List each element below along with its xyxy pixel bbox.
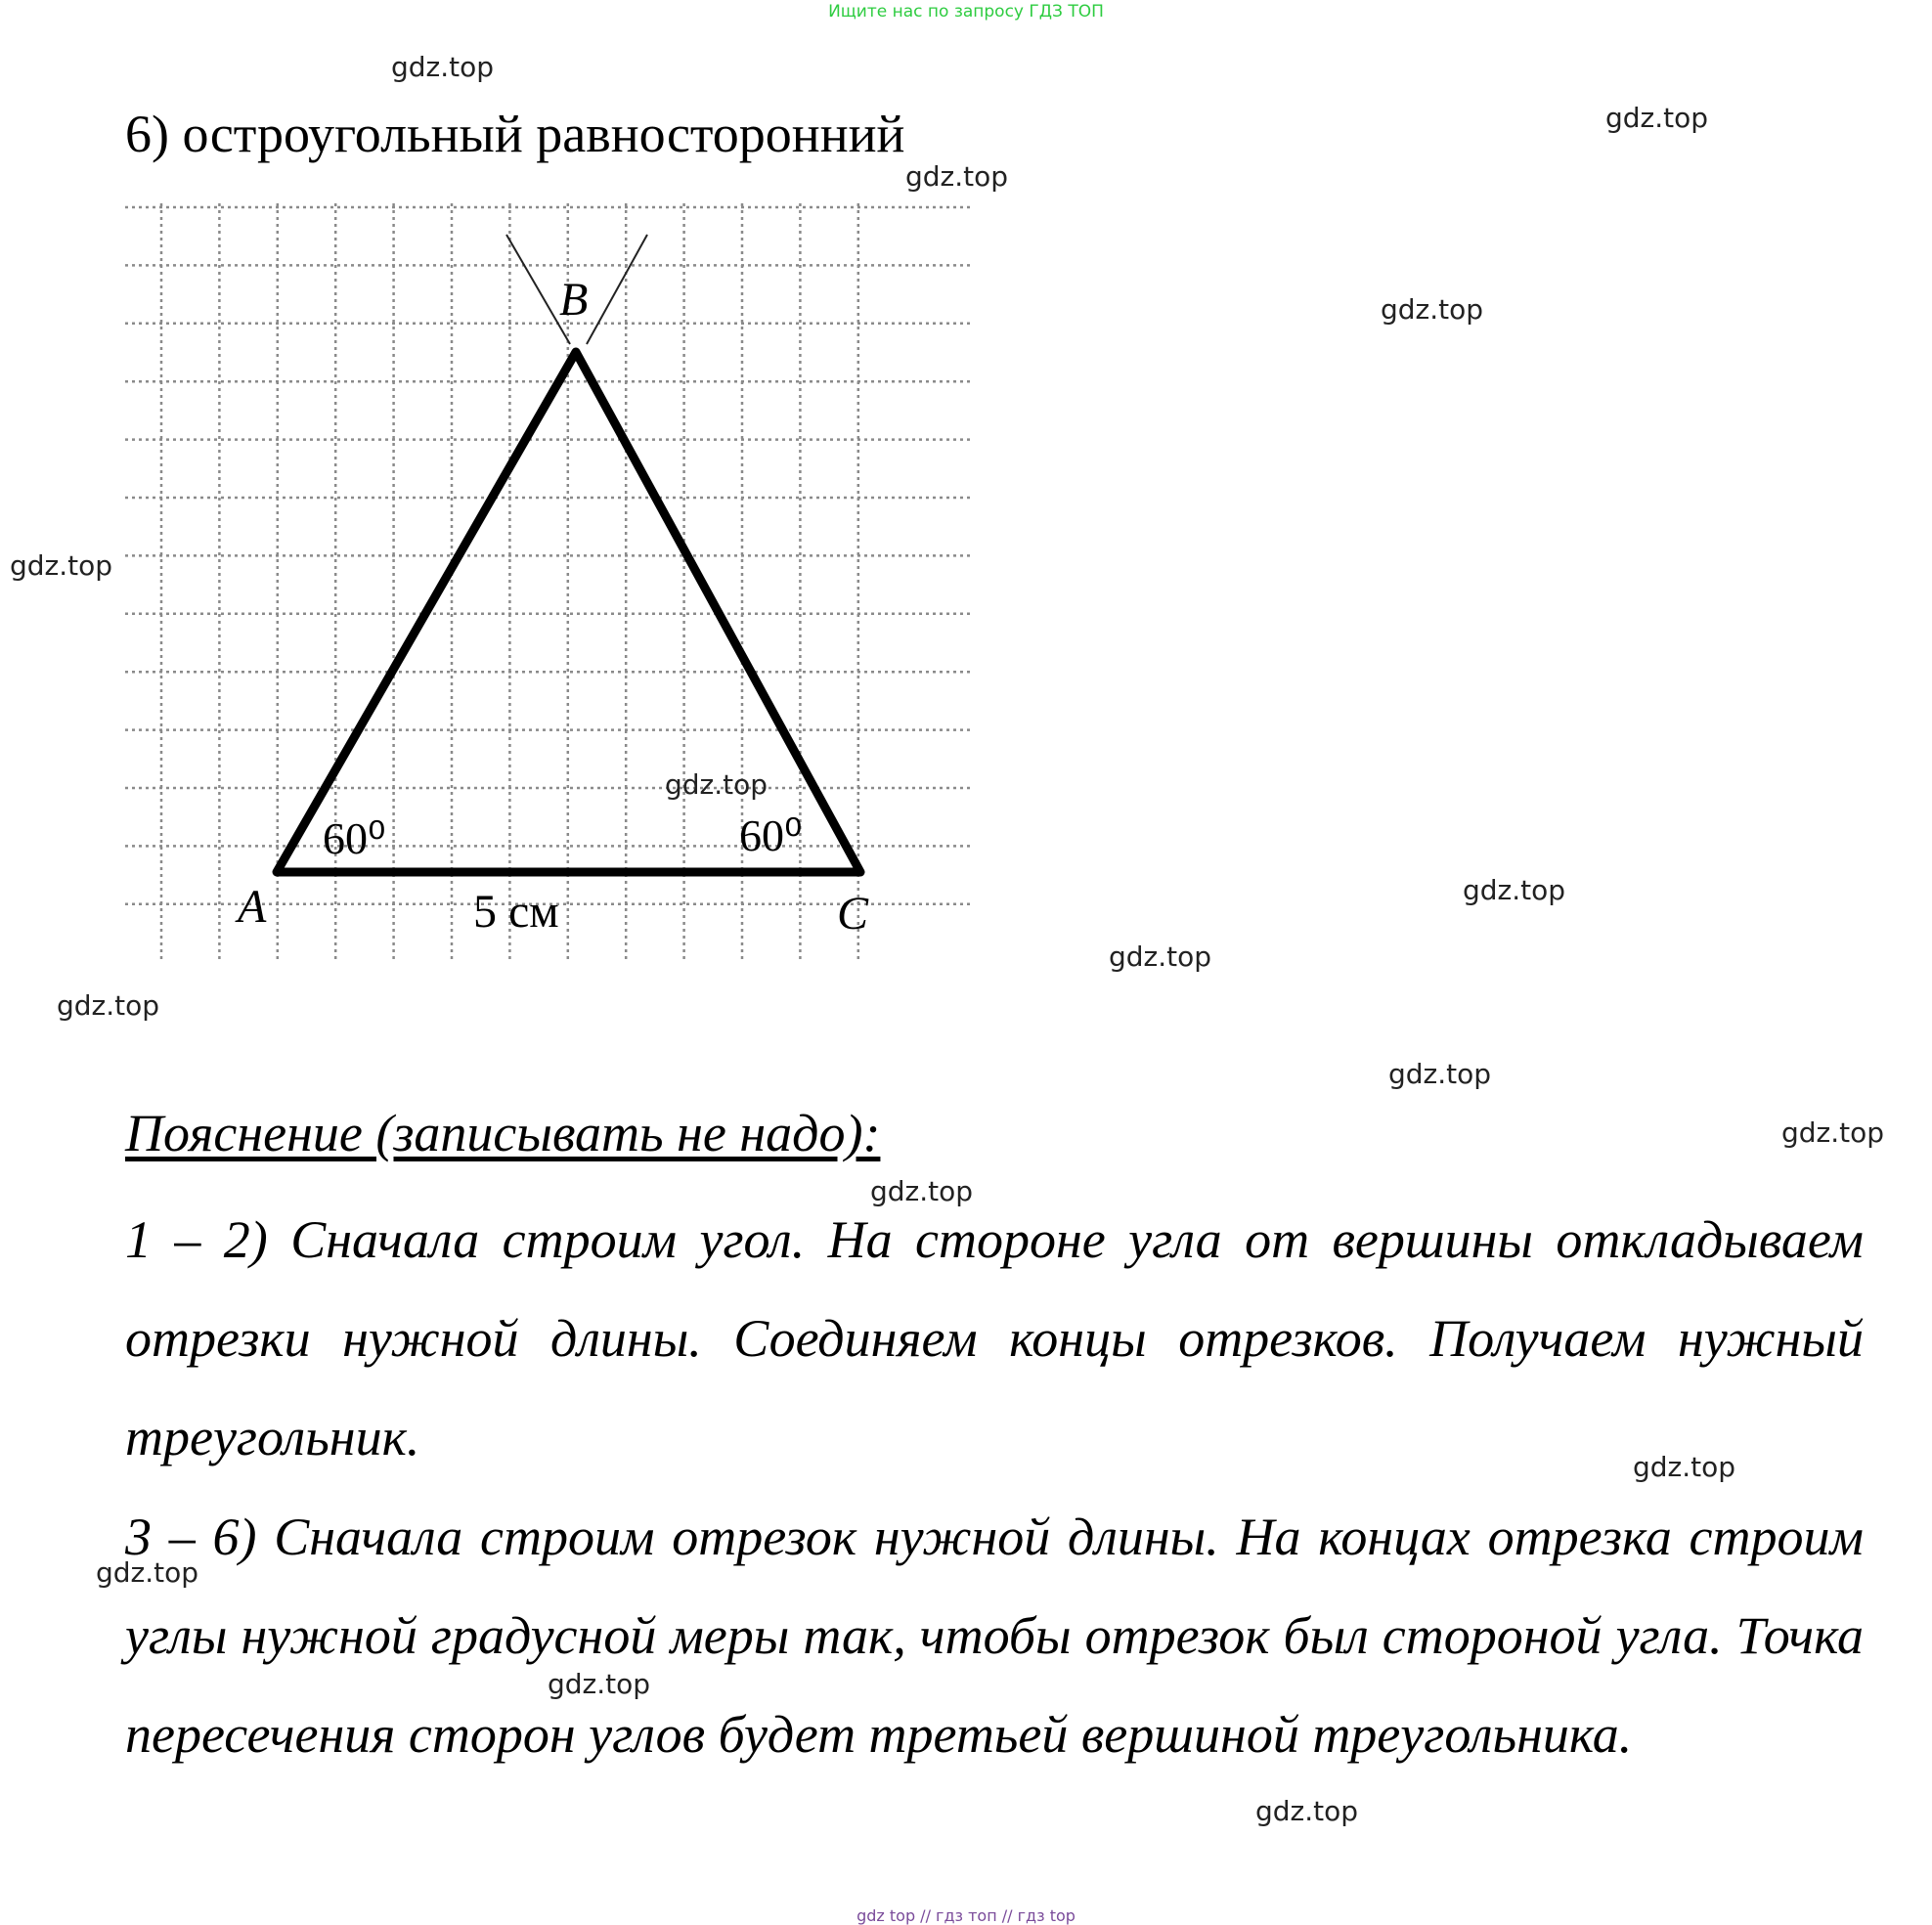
watermark: gdz.top [905,160,1009,193]
watermark: gdz.top [391,51,495,83]
vertex-b-label: B [559,274,589,326]
explanation-title: Пояснение (записывать не надо): [125,1104,881,1162]
vertex-c-label: C [837,888,869,940]
angle-a-label: 60⁰ [323,813,386,863]
watermark: gdz.top [57,989,160,1022]
explanation-paragraph-1: 1 – 2) Сначала строим угол. На стороне угла от вершины откладываем отрезки нужной длины. Соединяем концы отрезков. Получаем нужный треугольник. [125,1210,1864,1466]
footer-links[interactable]: gdz top // гдз топ // гдз top [856,1906,1076,1925]
angle-c-label: 60⁰ [739,810,803,860]
vertex-a-label: A [238,881,267,933]
watermark: gdz.top [10,549,113,582]
construction-line-right [587,235,647,344]
watermark: gdz.top [870,1175,974,1207]
watermark: gdz.top [1255,1795,1359,1827]
watermark: gdz.top [665,768,768,801]
base-length-label: 5 см [473,886,559,938]
watermark: gdz.top [96,1556,199,1589]
watermark: gdz.top [1109,941,1212,973]
exercise-heading: 6) остроугольный равносторонний [125,105,905,163]
explanation-paragraph-2: 3 – 6) Сначала строим отрезок нужной длины. На концах отрезка строим углы нужной градусной меры так, чтобы отрезок был стороной угла. Точка пересечения сторон углов будет третьей вершиной треугольника. [125,1508,1864,1764]
watermark: gdz.top [1605,102,1709,134]
watermark: gdz.top [1381,293,1484,326]
watermark: gdz.top [1781,1116,1885,1149]
watermark: gdz.top [1388,1058,1492,1090]
watermark: gdz.top [1633,1451,1736,1483]
watermark: gdz.top [548,1668,651,1700]
watermark: gdz.top [1463,874,1566,906]
top-banner[interactable]: Ищите нас по запросу ГДЗ ТОП [828,2,1104,22]
